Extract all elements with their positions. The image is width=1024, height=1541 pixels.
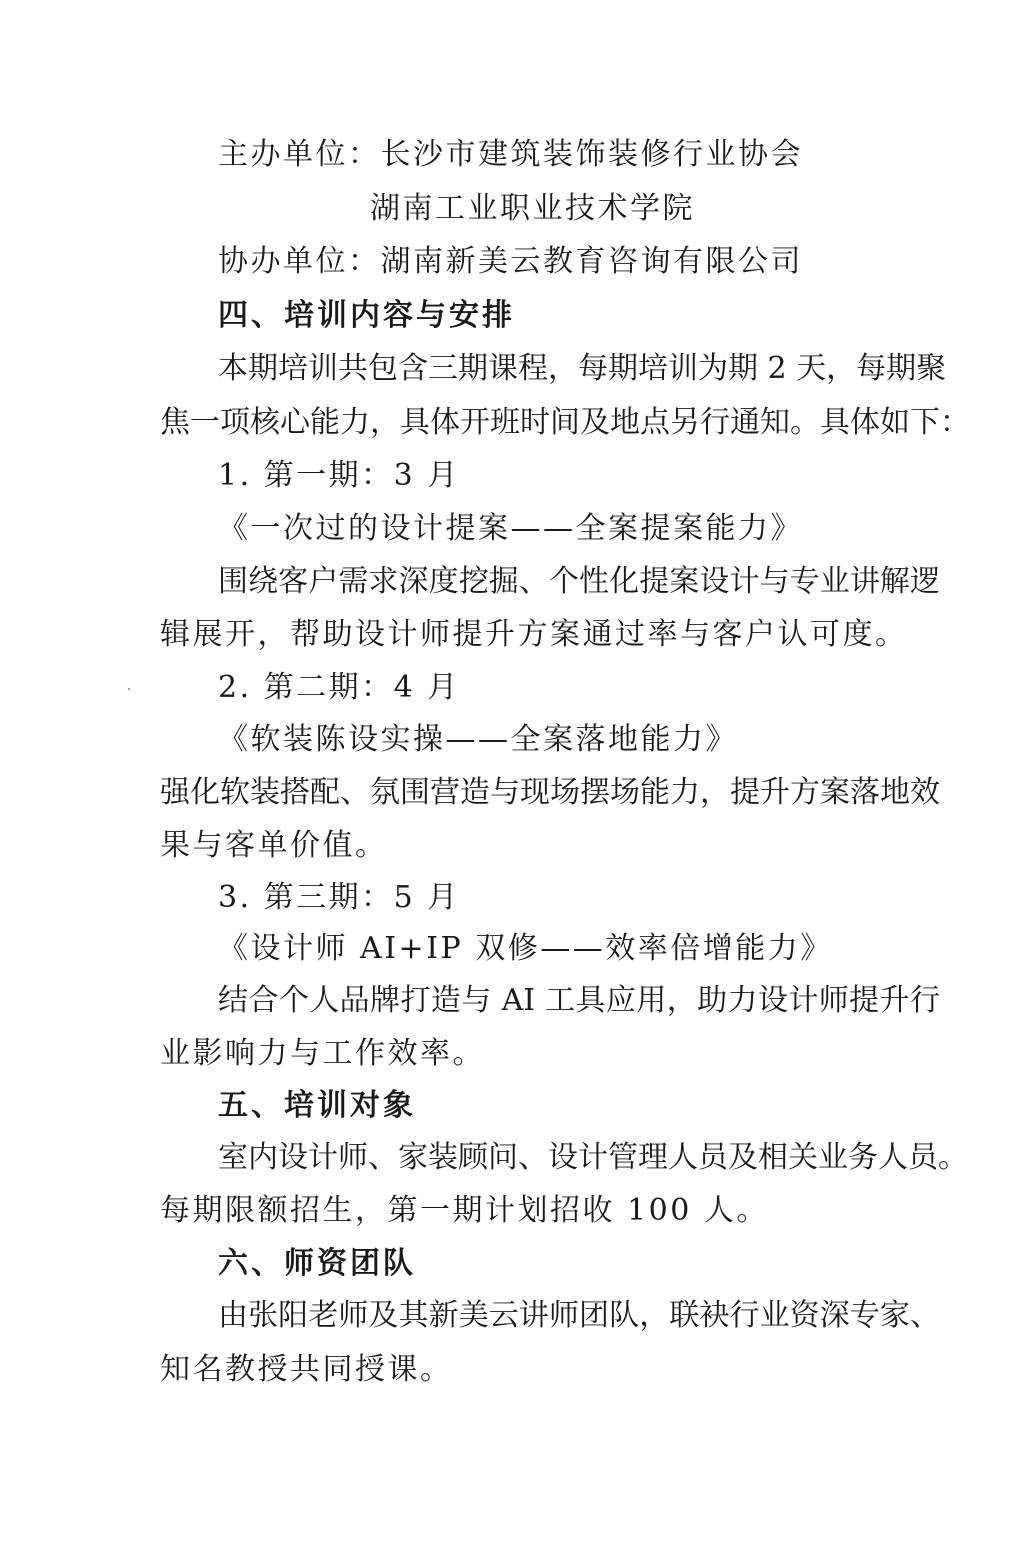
session-1-title: 《一次过的设计提案——全案提案能力》	[218, 511, 803, 546]
section-5-line-1: 室内设计师、家装顾问、设计管理人员及相关业务人员。	[218, 1140, 968, 1175]
organizer-line: 主办单位：长沙市建筑装饰装修行业协会	[218, 137, 803, 172]
organizer-line-2: 湖南工业职业技术学院	[370, 191, 695, 226]
section-4-heading: 四、培训内容与安排	[218, 298, 515, 333]
session-2-title: 《软装陈设实操——全案落地能力》	[218, 722, 738, 757]
session-2-desc-line-2: 果与客单价值。	[160, 828, 388, 863]
session-3-desc-line-1: 结合个人品牌打造与 AI 工具应用，助力设计师提升行	[218, 983, 940, 1018]
section-5-heading: 五、培训对象	[218, 1088, 416, 1123]
scan-speck	[128, 688, 130, 690]
section-5-line-2: 每期限额招生，第一期计划招收 100 人。	[160, 1193, 769, 1228]
session-1-desc-line-1: 围绕客户需求深度挖掘、个性化提案设计与专业讲解逻	[218, 564, 940, 599]
section-6-line-1: 由张阳老师及其新美云讲师团队，联袂行业资深专家、	[218, 1298, 940, 1333]
session-3-desc-line-2: 业影响力与工作效率。	[160, 1036, 485, 1071]
section-6-line-2: 知名教授共同授课。	[160, 1352, 453, 1387]
section-6-heading: 六、师资团队	[218, 1246, 416, 1281]
co-organizer-line: 协办单位：湖南新美云教育咨询有限公司	[218, 244, 803, 279]
session-2-period: 2. 第二期：4 月	[218, 670, 460, 705]
session-1-period: 1. 第一期：3 月	[218, 458, 460, 493]
session-3-title: 《设计师 AI+IP 双修——效率倍增能力》	[218, 931, 833, 966]
section-4-intro-line-2: 焦一项核心能力，具体开班时间及地点另行通知。具体如下：	[160, 405, 970, 440]
session-1-desc-line-2: 辑展开，帮助设计师提升方案通过率与客户认可度。	[160, 617, 908, 652]
session-3-period: 3. 第三期：5 月	[218, 880, 460, 915]
section-4-intro-line-1: 本期培训共包含三期课程，每期培训为期 2 天，每期聚	[218, 351, 947, 386]
session-2-desc-line-1: 强化软装搭配、氛围营造与现场摆场能力，提升方案落地效	[160, 775, 940, 810]
